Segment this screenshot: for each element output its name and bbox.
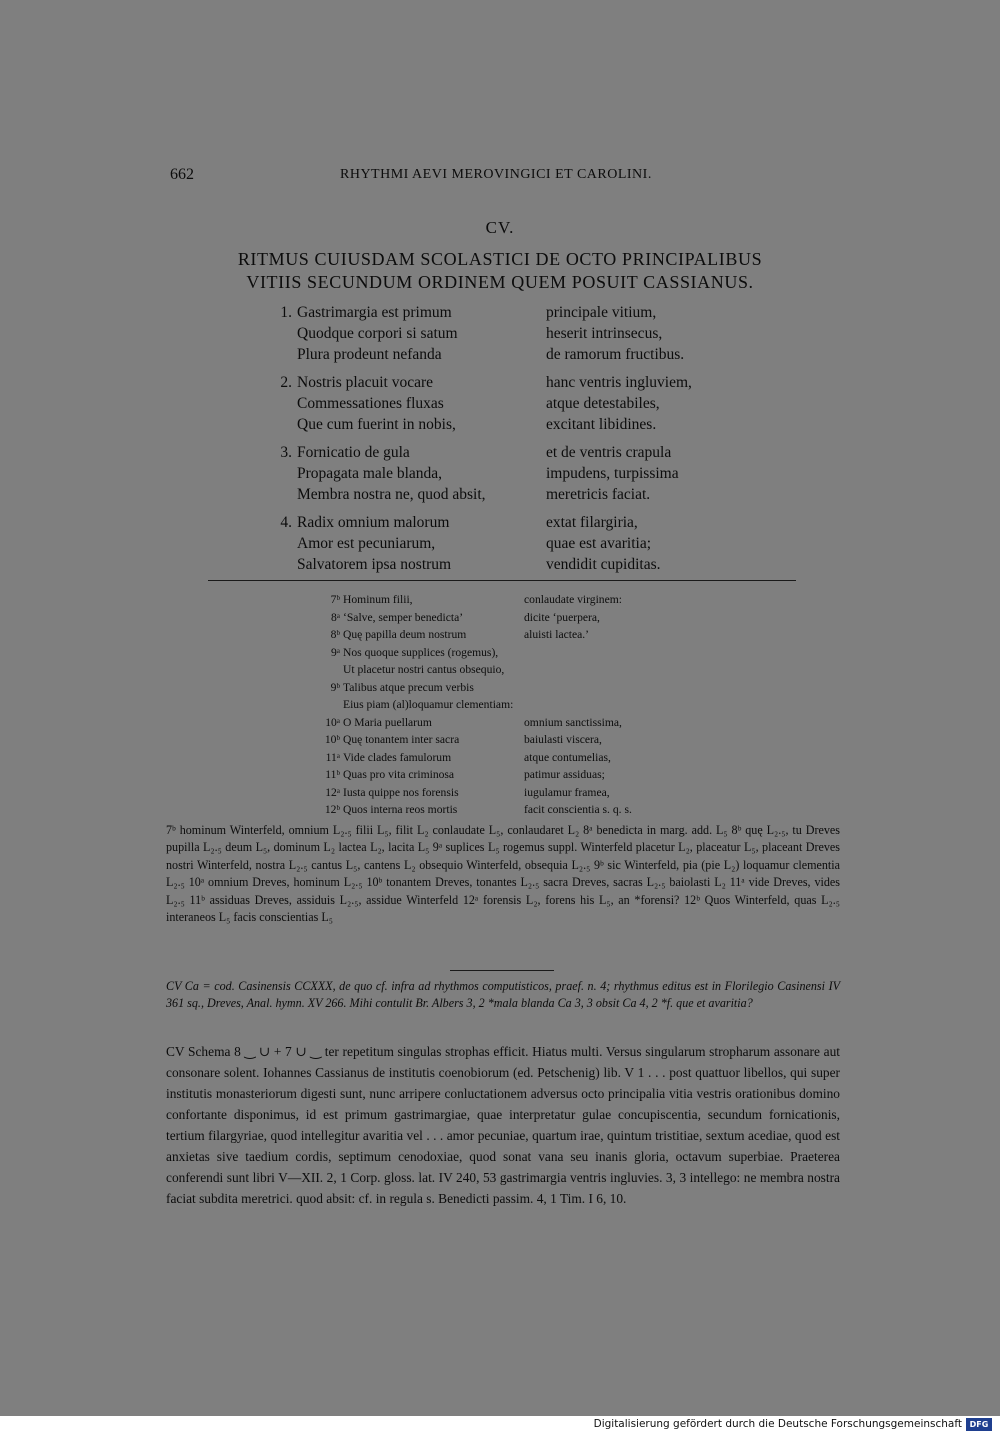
- piece-title-line-1: RITMUS CUIUSDAM SCOLASTICI DE OCTO PRINCIPALIBUS: [237, 249, 763, 269]
- stanza: [270, 444, 810, 507]
- stanza-number: 2.: [280, 374, 292, 391]
- verse-label: 11ᵃ: [325, 750, 340, 764]
- verse-line: [270, 535, 810, 556]
- verse-line: [270, 395, 810, 416]
- verse-line: [270, 304, 810, 325]
- verse-first-half: Propagata male blanda,: [297, 465, 443, 482]
- verse-label: 9ᵃ: [331, 645, 340, 659]
- critical-apparatus-variants: 7ᵇ hominum Winterfeld, omnium L₂.₅ filii L₅, filit L₂ conlaudate L₅, conlaudaret L₂ 8ᵃ benedicta in marg. add. L₅ 8ᵇ quę L₂.₅, tu Dreves pupilla L₂.₅ deum L₅, dominum L₂ lactea L₂, lacita L₅ 9ᵃ suplices L₅ rogemus suppl. Winterfeld placetur L₂, placeatur L₅, placeant Dreves nostri Winterfeld, nostra L₂.₅ cantus L₅, cantens L₂ obsequio Winterfeld, obsequia L₂.₅ 9ᵇ sic Winterfeld, pia (pie L₂) loquamur clementia L₂.₅ 10ᵃ omnium Dreves, hominum L₂.₅ 10ᵇ tonantem Dreves, tonantes L₂.₅ sacra Dreves, sacras L₂.₅ baiolasti L₂ 11ᵃ vide Dreves, vides L₂.₅ 11ᵇ assiduas Dreves, assiduis L₂.₅, assidue Winterfeld 12ᵃ forensis L₂, forens his L₅, an *forensi? 12ᵇ Quos Winterfeld, quas L₂.₅ interaneos L₅ facis conscientias L₅: [166, 823, 840, 925]
- verse-first-half: Nostris placuit vocare: [297, 374, 434, 391]
- continuation-second-half: facit conscientia s. q. s.: [524, 803, 632, 816]
- verse-second-half: atque detestabiles,: [546, 395, 660, 412]
- continuation-first-half: Ut placetur nostri cantus obsequio,: [343, 663, 505, 676]
- continuation-first-half: Quos interna reos mortis: [343, 803, 458, 816]
- verse-line: [270, 486, 810, 507]
- continuation-line: [300, 733, 730, 751]
- continuation-second-half: dicite ‘puerpera,: [524, 610, 600, 624]
- footer-text: Digitalisierung gefördert durch die Deutsche Forschungsgemeinschaft: [593, 1418, 962, 1430]
- continuation-line: [300, 646, 730, 664]
- page-number: 662: [170, 166, 194, 183]
- continuation-second-half: baiulasti viscera,: [524, 733, 602, 746]
- continuation-second-half: iugulamur framea,: [524, 785, 610, 799]
- continuation-first-half: Quas pro vita criminosa: [343, 768, 455, 781]
- continuation-line: [300, 803, 730, 821]
- continuation-second-half: omnium sanctissima,: [524, 715, 622, 729]
- verse-line: [270, 465, 810, 486]
- verse-line: [270, 556, 810, 577]
- continuation-line: [300, 768, 730, 786]
- verse-first-half: Membra nostra ne, quod absit,: [297, 486, 486, 503]
- commentary-notes: CV Schema 8 ‿ ∪ + 7 ∪ ‿ ter repetitum singulas strophas efficit. Hiatus multi. Versus singularum stropharum assonare aut consonare solent. Iohannes Cassianus de institutis coenobiorum (ed. Petschenig) lib. V 1 . . . post quattuor libellos, qui super institutis monasteriorum digesti sunt, nunc arripere conluctationem adversus octo principalia vitia vestris orationibus domino confortante disponimus, id est primum gastrimargiae, quae interpretatur gulae concupiscentia, secundum fornicationis, tertium filargyriae, quod intellegitur avaritia vel . . . amor pecuniae, quartum irae, quintum tristitiae, sextum acediae, quod est anxietas sive taedium cordis, septimum cenodoxiae, quod sonat vana seu inanis gloria, octavum superbiae. Praeterea conferendi sunt libri V—XII. 2, 1 Corp. gloss. lat. IV 240, 53 gastrimargia ventris ingluvies. 3, 3 intellego: ne membra nostra faciat subdita meretrici. quod absit: cf. in regula s. Benedicti passim. 4, 1 Tim. I 6, 10.: [166, 1044, 840, 1206]
- continuation-second-half: patimur assiduas;: [524, 768, 605, 781]
- piece-number: CV.: [485, 218, 515, 237]
- running-head: RHYTHMI AEVI MEROVINGICI ET CAROLINI.: [340, 167, 652, 182]
- dfg-logo-icon: DFG: [966, 1418, 992, 1431]
- stanza-number: 1.: [280, 304, 292, 321]
- continuation-line: [300, 593, 730, 611]
- verse-line: [270, 374, 810, 395]
- verse-second-half: principale vitium,: [546, 304, 657, 321]
- continuation-line: [300, 628, 730, 646]
- verse-line: [270, 444, 810, 465]
- verse-second-half: hanc ventris ingluviem,: [546, 374, 692, 391]
- continuation-line: [300, 698, 730, 716]
- continuation-second-half: aluisti lactea.’: [524, 628, 590, 641]
- divider-rule-short: [450, 970, 554, 971]
- continuation-line: [300, 681, 730, 699]
- verse-label: 7ᵇ: [330, 593, 340, 606]
- verse-line: [270, 416, 810, 437]
- continuation-line: [300, 611, 730, 629]
- verse-second-half: quae est avaritia;: [546, 535, 652, 552]
- divider-rule: [208, 580, 796, 581]
- verse-line: [270, 346, 810, 367]
- verse-second-half: heserit intrinsecus,: [546, 325, 663, 342]
- verse-label: 10ᵃ: [325, 715, 340, 729]
- page-header: [170, 166, 838, 188]
- piece-title-line-2: VITIIS SECUNDUM ORDINEM QUEM POSUIT CASSIANUS.: [246, 272, 754, 292]
- verse-first-half: Plura prodeunt nefanda: [297, 346, 442, 363]
- verse-label: 11ᵇ: [325, 768, 340, 781]
- verse-first-half: Quodque corpori si satum: [297, 325, 458, 342]
- continuation-first-half: Iusta quippe nos forensis: [343, 785, 459, 799]
- verse-line: [270, 325, 810, 346]
- continuation-line: [300, 751, 730, 769]
- verse-second-half: et de ventris crapula: [546, 444, 672, 461]
- verse-label: 12ᵃ: [325, 785, 340, 799]
- digitization-footer: [0, 1416, 1000, 1434]
- continuation-first-half: Eius piam (al)loquamur clementiam:: [343, 698, 514, 711]
- continuation-second-half: atque contumelias,: [524, 750, 611, 764]
- continuation-first-half: Quę tonantem inter sacra: [343, 733, 460, 746]
- continuation-first-half: Quę papilla deum nostrum: [343, 628, 467, 641]
- critical-apparatus-sources: CV Ca = cod. Casinensis CCXXX, de quo cf. infra ad rhythmos computisticos, praef. n. 4; rhythmus editus est in Florilegio Casinensi IV 361 sq., Dreves, Anal. hymn. XV 266. Mihi contulit Br. Albers 3, 2 *mala blanda Ca 3, 3 obsit Ca 4, 2 *f. que et avaritia?: [166, 979, 840, 1011]
- stanza: [270, 374, 810, 437]
- continuation-line: [300, 663, 730, 681]
- verse-first-half: Fornicatio de gula: [297, 444, 410, 461]
- verse-first-half: Que cum fuerint in nobis,: [297, 416, 456, 433]
- verse-second-half: vendidit cupiditas.: [546, 556, 661, 573]
- continuation-first-half: Talibus atque precum verbis: [343, 680, 474, 694]
- verse-second-half: meretricis faciat.: [546, 486, 651, 503]
- stanza: [270, 514, 810, 577]
- continuation-first-half: O Maria puellarum: [343, 715, 432, 729]
- continuation-line: [300, 786, 730, 804]
- continuation-text: [300, 593, 730, 821]
- continuation-line: [300, 716, 730, 734]
- verse-first-half: Salvatorem ipsa nostrum: [297, 556, 452, 573]
- continuation-first-half: Hominum filii,: [343, 593, 413, 606]
- continuation-first-half: Vide clades famulorum: [343, 750, 452, 764]
- stanza: [270, 304, 810, 367]
- verse-second-half: de ramorum fructibus.: [546, 346, 685, 363]
- verse-second-half: impudens, turpissima: [546, 465, 679, 482]
- verse-label: 12ᵇ: [324, 803, 340, 816]
- verse-first-half: Radix omnium malorum: [297, 514, 450, 531]
- verse-label: 8ᵇ: [330, 628, 340, 641]
- verse-first-half: Gastrimargia est primum: [297, 304, 452, 321]
- continuation-first-half: Nos quoque supplices (rogemus),: [343, 645, 499, 659]
- verse-label: 10ᵇ: [324, 733, 340, 746]
- stanza-number: 4.: [280, 514, 292, 531]
- verse-second-half: extat filargiria,: [546, 514, 638, 531]
- verse-label: 8ᵃ: [331, 610, 340, 624]
- stanza-number: 3.: [280, 444, 292, 461]
- continuation-second-half: conlaudate virginem:: [524, 593, 622, 606]
- verse-line: [270, 514, 810, 535]
- verse-first-half: Amor est pecuniarum,: [297, 535, 436, 552]
- verse-first-half: Commessationes fluxas: [297, 395, 444, 412]
- verse-label: 9ᵇ: [330, 680, 340, 694]
- continuation-first-half: ‘Salve, semper benedicta’: [343, 610, 464, 624]
- poem-text: [270, 304, 810, 584]
- verse-second-half: excitant libidines.: [546, 416, 657, 433]
